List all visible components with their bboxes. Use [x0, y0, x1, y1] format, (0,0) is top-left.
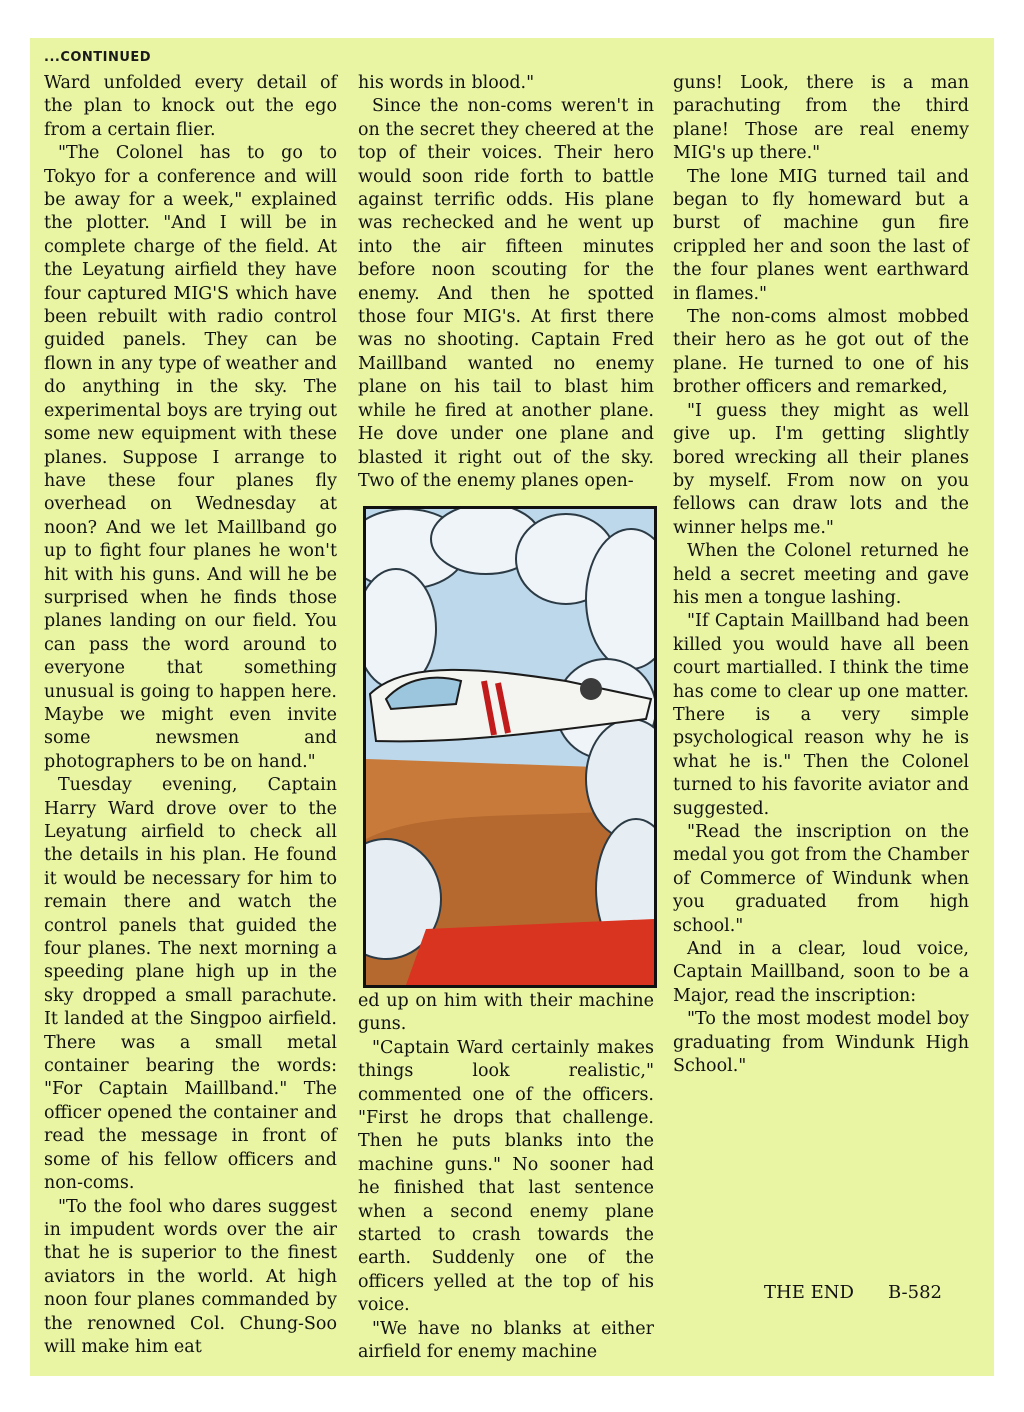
paragraph: The non-coms almost mobbed their hero as he got out of the plane. He turned to one of his brother officers and remarked, — [673, 307, 969, 398]
paragraph: "Captain Ward certainly makes things look realistic," commented one of the officers. "First he drops that challenge. Then he puts blanks into the machine guns." No sooner had he finished that last sentence when a second enemy plane started to crash towards the earth. Suddenly one of the officers yelled at the top of his voice. — [358, 1037, 654, 1316]
paragraph: "The Colonel has to go to Tokyo for a conference and will be away for a week," explained the plotter. "And I will be in complete charge of the field. At the Leyatung airfield they have four captured MIG'S which have been rebuilt with radio control guided panels. They can be flown in any type of weather and do anything in the sky. The experimental boys are trying out some new equipment with these planes. Suppose I arrange to have these four planes fly overhead on Wednesday at noon? And we let Maillband go up to fight four planes he won't hit with his guns. And will he be surprised when he finds those planes landing on our field. You can pass the word around to everyone that something unusual is going to happen here. Maybe we might even invite some newsmen and photographers to be on hand." — [44, 143, 337, 772]
paragraph: "To the fool who dares suggest in impudent words over the air that he is superior to the finest aviators in the world. At high noon four planes commanded by the renowned Col. Chung-Soo will make him eat — [44, 1196, 337, 1357]
text-column-2 — [358, 72, 654, 493]
paragraph: The lone MIG turned tail and began to fly homeward but a burst of machine gun fire crippled her and soon the last of the four planes went earthward in flames." — [673, 166, 969, 304]
the-end-label: THE END — [764, 1282, 854, 1303]
text-column-3 — [673, 72, 969, 1078]
paragraph: "To the most modest model boy graduating from Windunk High School." — [673, 1009, 969, 1077]
paragraph: his words in blood." — [358, 73, 535, 93]
story-code: B-582 — [888, 1282, 942, 1303]
paragraph: Tuesday evening, Captain Harry Ward drove over to the Leyatung airfield to check all the details in his plan. He found it would be necessary for him to remain there and watch the control panels that guided the four planes. The next morning a speeding plane high up in the sky dropped a small parachute. It landed at the Singpoo airfield. There was a small metal container bearing the words: "For Captain Maillband." The officer opened the container and read the message in front of some of his fellow officers and non-coms. — [44, 775, 337, 1194]
paragraph: "If Captain Maillband had been killed you would have all been court martialled. I think the time has come to clear up one matter. There is a very simple psychological reason why he is what he is." Then the Colonel turned to his favorite aviator and suggested. — [673, 611, 969, 819]
paragraph: And in a clear, loud voice, Captain Maillband, soon to be a Major, read the inscription: — [673, 939, 969, 1006]
comic-illustration-jet — [363, 506, 657, 988]
continued-label: ...CONTINUED — [44, 50, 152, 65]
paragraph: Since the non-coms weren't in on the secret they cheered at the top of their voices. Their hero would soon ride forth to battle against terrific odds. His plane was rechecked and he went up into the air fifteen minutes before noon scouting for the enemy. And then he spotted those four MIG's. At first there was no shooting. Captain Fred Maillband wanted no enemy plane on his tail to blast him while he fired at another plane. He dove under one plane and blasted it right out of the sky. Two of the enemy planes open- — [358, 96, 654, 491]
paragraph: "Read the inscription on the medal you got from the Chamber of Commerce of Windunk when you graduated from high school." — [673, 822, 969, 936]
paragraph: "We have no blanks at either airfield for enemy machine — [358, 1318, 654, 1363]
paragraph: "I guess they might as well give up. I'm getting slightly bored wrecking all their planes by myself. From now on you fellows can draw lots and the winner helps me." — [673, 400, 969, 538]
paragraph: guns! Look, there is a man parachuting from the third plane! Those are real enemy MIG's up there." — [673, 73, 969, 164]
paragraph: Ward unfolded every detail of the plan to knock out the ego from a certain flier. — [44, 73, 337, 140]
text-column-1 — [44, 72, 337, 1359]
paragraph: When the Colonel returned he held a secret meeting and gave his men a tongue lashing. — [673, 541, 969, 608]
text-column-2-continued — [358, 990, 654, 1365]
paragraph: ed up on him with their machine guns. — [358, 991, 654, 1035]
